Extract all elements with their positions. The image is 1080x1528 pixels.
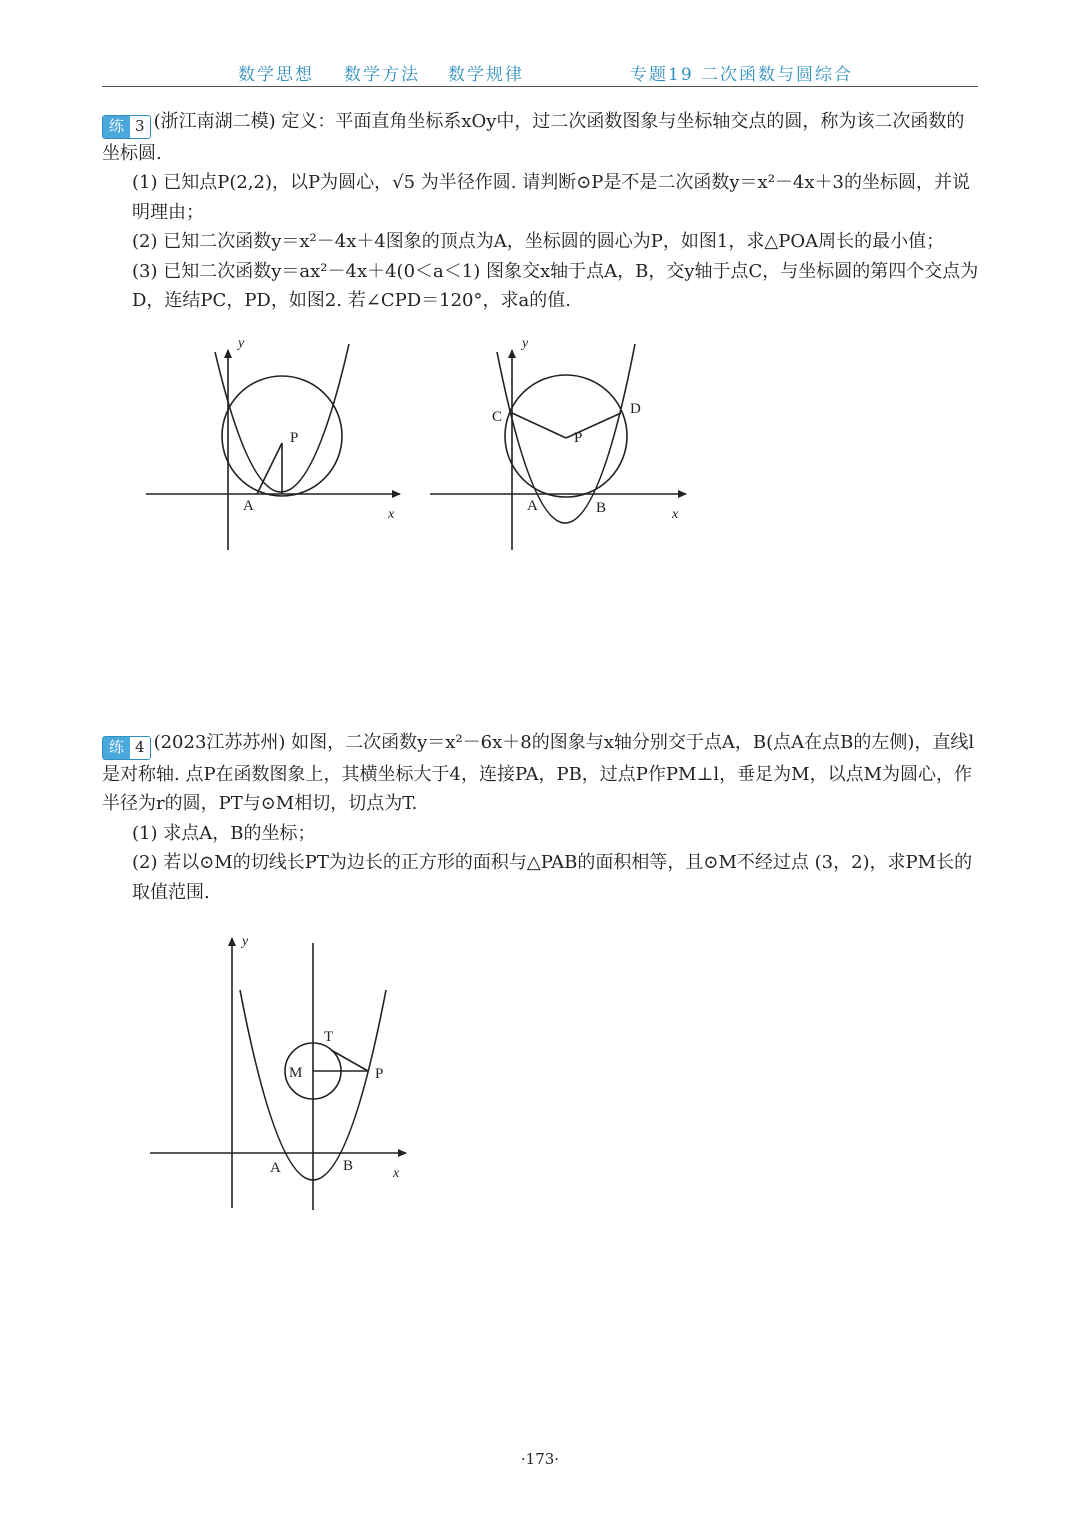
point-label-D: D — [630, 401, 641, 417]
point-label-P: P — [290, 430, 299, 446]
parabola — [497, 344, 635, 523]
coordinate-circle — [505, 375, 627, 497]
x-axis-label: x — [672, 507, 679, 522]
problem-3-part-3: (3) 已知二次函数y＝ax²－4x＋4(0＜a＜1) 图象交x轴于点A，B，交y轴于点C，与坐标圆的第四个交点为D，连结PC，PD，如图2. 若∠CPD＝120°，求a的值. — [132, 260, 979, 312]
point-label-A: A — [270, 1160, 281, 1176]
problem-3 — [102, 107, 982, 316]
figure-1 — [140, 330, 410, 555]
problem-3-part-1: (1) 已知点P(2,2)，以P为圆心，√5 为半径作圆. 请判断⊙P是不是二次函数y＝x²－4x＋3的坐标圆，并说明理由； — [132, 172, 970, 223]
problem-3-part-2: (2) 已知二次函数y＝x²－4x＋4图象的顶点为A，坐标圆的圆心为P，如图1，求△POA周长的最小值； — [132, 231, 945, 253]
problem-4-tag: 练 4 — [102, 736, 151, 760]
point-label-A: A — [243, 498, 254, 514]
problem-3-intro: 练 3 (浙江南湖二模) 定义：平面直角坐标系xOy中，过二次函数图象与坐标轴交点的圆，称为该二次函数的坐标圆. — [102, 111, 965, 164]
header-item-thought: 数学思想 — [238, 65, 314, 85]
point-label-T: T — [324, 1029, 334, 1045]
x-axis-label: x — [388, 507, 395, 522]
header-item-rule: 数学规律 — [448, 65, 524, 85]
problem-4-part-2: (2) 若以⊙M的切线长PT为边长的正方形的面积与△PAB的面积相等，且⊙M不经过点 (3，2)，求PM长的取值范围. — [132, 852, 973, 903]
point-label-B: B — [343, 1158, 354, 1174]
point-label-M: M — [289, 1065, 303, 1081]
segment-P-C — [512, 413, 566, 438]
y-axis-label: y — [522, 336, 529, 351]
page-header — [102, 56, 978, 87]
figure-2 — [425, 330, 695, 555]
problem-4 — [102, 728, 982, 907]
point-label-P: P — [574, 430, 583, 446]
problem-4-part-1: (1) 求点A，B的坐标； — [132, 822, 316, 844]
header-topic: 专题19 二次函数与圆综合 — [630, 65, 854, 85]
figure-3 — [145, 925, 415, 1220]
point-label-C: C — [492, 409, 503, 425]
problem-3-tag: 练 3 — [102, 115, 151, 139]
segment-A-P — [257, 443, 282, 494]
point-label-P: P — [375, 1066, 384, 1082]
page-number: ·173· — [520, 1450, 560, 1468]
x-axis-label: x — [393, 1166, 400, 1181]
y-axis-label: y — [238, 336, 245, 351]
y-axis-label: y — [242, 934, 249, 949]
point-label-A: A — [527, 498, 538, 514]
header-item-method: 数学方法 — [344, 65, 420, 85]
point-label-B: B — [596, 500, 607, 516]
tangent-P-T — [331, 1050, 368, 1071]
problem-4-intro: 练 4 (2023江苏苏州) 如图，二次函数y＝x²－6x＋8的图象与x轴分别交于点A，B(点A在点B的左侧)，直线l是对称轴. 点P在函数图象上，其横坐标大于4，连接PA，PB，过点P作PM⊥l，垂足为M，以点M为圆心，作半径为r的圆，PT与⊙M相切，切点为T. — [102, 732, 975, 815]
